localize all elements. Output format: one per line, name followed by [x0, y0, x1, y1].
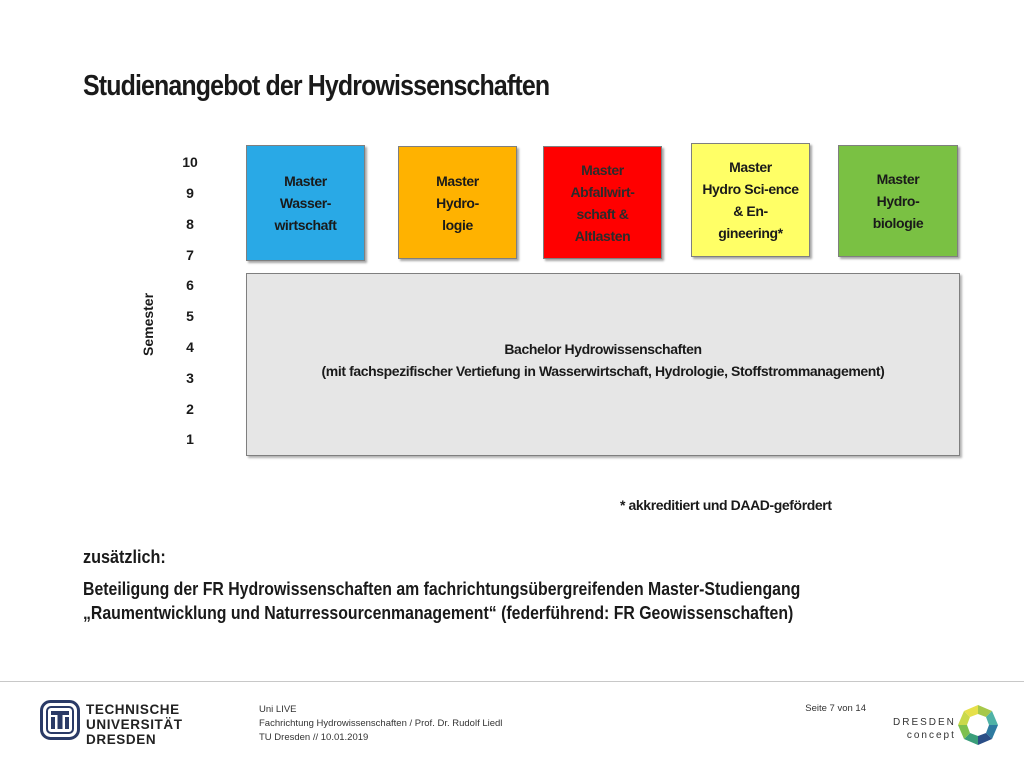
dresden-concept-line: DRESDEN — [893, 717, 956, 728]
box-line: Altlasten — [574, 227, 631, 244]
box-line: Wasser- — [279, 195, 332, 211]
box-line: Hydro- — [436, 194, 479, 211]
box-line: & En- — [733, 203, 768, 219]
semester-number: 1 — [186, 431, 194, 447]
additional-heading: zusätzlich: — [83, 547, 166, 567]
box-line: schaft & — [576, 205, 629, 222]
dresden-concept-line: concept — [906, 730, 956, 741]
semester-number: 3 — [186, 370, 194, 386]
footer-divider — [0, 681, 1024, 682]
footer-date: TU Dresden // 10.01.2019 — [259, 732, 369, 743]
box-line: Hydro- — [876, 193, 920, 209]
box-line: Master — [284, 173, 327, 189]
tud-logo-icon — [40, 700, 80, 740]
box-line: logie — [442, 216, 473, 233]
box-line: Master — [729, 159, 772, 175]
footer-info — [259, 703, 502, 745]
university-name-line: DRESDEN — [86, 732, 157, 747]
bachelor-box — [246, 273, 960, 456]
box-line: Hydro Sci-ence — [702, 181, 799, 197]
semester-number: 4 — [186, 339, 194, 355]
bachelor-subtitle: (mit fachspezifischer Vertiefung in Wasserwirtschaft, Hydrologie, Stoffstrommanagement) — [321, 362, 885, 379]
page-number: Seite 7 von 14 — [805, 703, 866, 714]
box-line: Master — [581, 161, 624, 178]
university-name-line: UNIVERSITÄT — [86, 717, 183, 732]
semester-number: 6 — [186, 277, 194, 293]
box-line: Abfallwirt- — [570, 183, 635, 200]
box-line: wirtschaft — [274, 217, 337, 233]
master-box-hydrologie — [398, 146, 517, 259]
semester-number: 8 — [186, 216, 194, 232]
university-name — [86, 702, 183, 747]
university-name-line: TECHNISCHE — [86, 702, 180, 717]
master-box-hydro-science — [691, 143, 810, 257]
semester-number: 2 — [186, 401, 194, 417]
semester-number: 9 — [186, 185, 194, 201]
master-box-hydrobiologie — [838, 145, 958, 257]
box-line: Master — [876, 171, 920, 187]
footer-department: Fachrichtung Hydrowissenschaften / Prof. Dr. Rudolf Liedl — [259, 718, 503, 729]
accreditation-footnote: * akkreditiert und DAAD-gefördert — [620, 497, 832, 513]
footer-event: Uni LIVE — [259, 704, 297, 715]
semester-axis-label: Semester — [140, 292, 156, 356]
page-title: Studienangebot der Hydrowissenschaften — [83, 70, 550, 102]
semester-number: 7 — [186, 247, 194, 263]
dresden-concept-logo-icon — [955, 702, 1001, 748]
box-line: Master — [436, 172, 479, 189]
box-line: biologie — [872, 215, 924, 231]
master-box-wasserwirtschaft — [246, 145, 365, 261]
additional-line-2: „Raumentwicklung und Naturressourcenmanagement“ (federführend: FR Geowissenschaften) — [83, 603, 794, 623]
box-line: gineering* — [718, 225, 783, 241]
semester-number: 5 — [186, 308, 194, 324]
additional-line-1: Beteiligung der FR Hydrowissenschaften am fachrichtungsübergreifenden Master-Studiengang — [83, 579, 801, 599]
bachelor-title: Bachelor Hydrowissenschaften — [504, 340, 702, 357]
semester-number: 10 — [182, 154, 198, 170]
dresden-concept-text — [893, 716, 956, 742]
master-box-abfallwirtschaft — [543, 146, 662, 259]
